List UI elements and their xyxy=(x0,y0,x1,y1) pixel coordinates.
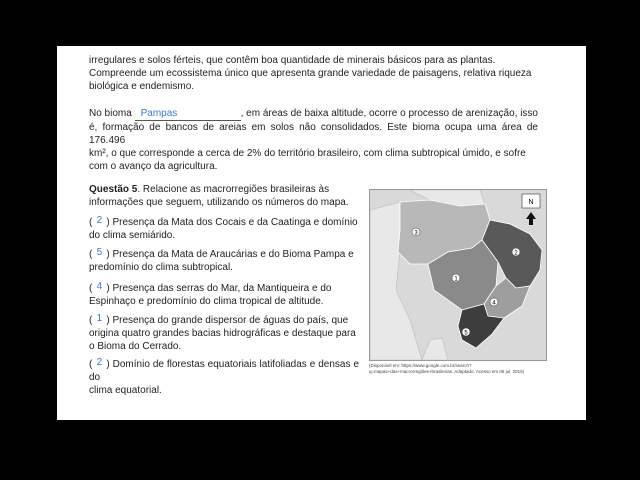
question5-item: ( 2 ) Presença da Mata dos Cocais e da Caatinga e domínio do clima semiárido. xyxy=(89,215,358,241)
svg-text:1: 1 xyxy=(454,276,458,283)
svg-text:3: 3 xyxy=(414,230,418,237)
item-line-2: origina quatro grandes bacias hidrográficas e destaque para xyxy=(89,328,356,339)
question5-intro-2: informações que seguem, utilizando os números do mapa. xyxy=(89,197,349,208)
pampa-paragraph xyxy=(89,107,538,173)
item-line-2: do clima semiárido. xyxy=(89,230,176,241)
question5-intro-1: . Relacione as macrorregiões brasileiras às xyxy=(137,184,330,195)
pampa-answer-blank[interactable] xyxy=(135,107,241,121)
intro-line-1: irregulares e solos férteis, que contêm boa quantidade de minerais básicos para as plantas. xyxy=(89,55,496,66)
pampa-answer: Pampas xyxy=(140,108,178,119)
pampa-line-4: com o avanço da agricultura. xyxy=(89,161,218,172)
svg-text:4: 4 xyxy=(492,300,496,307)
pampa-line-3: km², o que corresponde a cerca de 2% do território brasileiro, com clima subtropical úmido, e sofre xyxy=(89,148,526,159)
map-svg xyxy=(370,190,546,360)
question5-item: ( 1 ) Presença do grande dispersor de águas do país, que origina quatro grandes bacias hidrográficas e destaque para o Bioma do Cerrado. xyxy=(89,313,356,352)
item-line-3: o Bioma do Cerrado. xyxy=(89,341,182,352)
item-line-2: predomínio do clima subtropical. xyxy=(89,262,233,273)
svg-text:N: N xyxy=(528,199,534,206)
item-line-1: Presença da Mata dos Cocais e da Caatinga e domínio xyxy=(112,217,358,228)
worksheet-page xyxy=(57,46,586,420)
item-line-1: Presença da Mata de Araucárias e do Bioma Pampa e xyxy=(112,249,354,260)
question5-item: ( 5 ) Presença da Mata de Araucárias e do Bioma Pampa e predomínio do clima subtropical. xyxy=(89,247,354,273)
intro-paragraph xyxy=(89,54,538,93)
item-line-1: Presença do grande dispersor de águas do país, que xyxy=(112,315,349,326)
item-line-1: Presença das serras do Mar, da Mantiqueira e do xyxy=(112,283,332,294)
item-line-1: Domínio de florestas equatoriais latifoliadas e densas e do xyxy=(89,359,359,383)
intro-line-3: biológica e endemismo. xyxy=(89,81,195,92)
question5-title: Questão 5 xyxy=(89,184,138,195)
item-answer[interactable]: 1 xyxy=(96,313,103,324)
item-answer[interactable]: 2 xyxy=(96,215,103,226)
brazil-macroregions-map xyxy=(369,189,547,361)
item-answer[interactable]: 4 xyxy=(96,281,103,292)
item-answer[interactable]: 5 xyxy=(96,247,103,258)
map-caption: (Disponível em: https://www.google.com.br/search?q=mapas+das+macrorregiões+brasileiras. Adaptado. Acesso em 06 jul. 2015) xyxy=(369,363,525,374)
svg-text:2: 2 xyxy=(514,250,518,257)
pampa-prefix: No bioma xyxy=(89,108,132,119)
intro-line-2: Compreende um ecossistema único que apresenta grande variedade de paisagens, relativa riqueza xyxy=(89,68,532,79)
svg-text:5: 5 xyxy=(464,330,468,337)
question5-item: ( 2 ) Domínio de florestas equatoriais latifoliadas e densas e do clima equatorial. xyxy=(89,357,359,396)
pampa-line-1: , em áreas de baixa altitude, ocorre o processo de arenização, isso xyxy=(240,108,538,119)
question5-item: ( 4 ) Presença das serras do Mar, da Mantiqueira e do Espinhaço e predomínio do clima tropical de altitude. xyxy=(89,281,332,307)
item-answer[interactable]: 2 xyxy=(96,357,103,368)
item-line-2: Espinhaço e predomínio do clima tropical de altitude. xyxy=(89,296,324,307)
question5-heading xyxy=(89,183,359,209)
pampa-line-2: é, formação de bancos de areias em solos não consolidados. Este bioma ocupa uma área de 176.496 xyxy=(89,122,538,146)
item-line-2: clima equatorial. xyxy=(89,385,162,396)
